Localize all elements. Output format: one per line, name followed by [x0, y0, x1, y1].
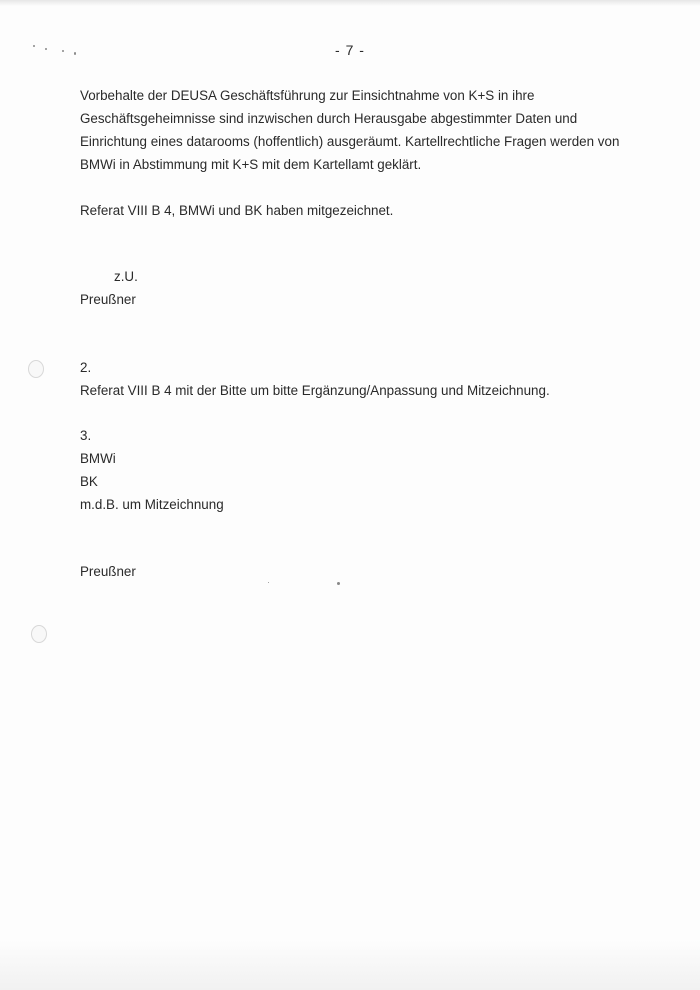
scan-edge-top: [0, 0, 700, 6]
paragraph-line: Geschäftsgeheimnisse sind inzwischen durch Herausgabe abgestimmter Daten und: [80, 111, 578, 126]
recipient-line: BMWi: [80, 451, 116, 466]
item-number: 3.: [80, 428, 92, 443]
scan-speck: [268, 582, 269, 583]
paragraph-line: Einrichtung eines datarooms (hoffentlich) ausgeräumt. Kartellrechtliche Fragen werden von: [80, 134, 620, 149]
punch-hole: [31, 625, 47, 643]
signature-name: Preußner: [80, 564, 136, 579]
request-line: m.d.B. um Mitzeichnung: [80, 497, 224, 512]
item-number: 2.: [80, 360, 92, 375]
paragraph-line: BMWi in Abstimmung mit K+S mit dem Kartellamt geklärt.: [80, 157, 422, 172]
zu-note: z.U.: [114, 269, 138, 284]
cosign-note: Referat VIII B 4, BMWi und BK haben mitgezeichnet.: [80, 203, 394, 218]
page-number: - 7 -: [335, 42, 365, 58]
scan-edge-bottom: [0, 940, 700, 990]
item-text: Referat VIII B 4 mit der Bitte um bitte Ergänzung/Anpassung und Mitzeichnung.: [80, 383, 550, 398]
punch-hole: [28, 360, 44, 378]
scan-speck: [337, 582, 340, 585]
paragraph-line: Vorbehalte der DEUSA Geschäftsführung zur Einsichtnahme von K+S in ihre: [80, 88, 535, 103]
recipient-line: BK: [80, 474, 98, 489]
signature-name: Preußner: [80, 292, 136, 307]
